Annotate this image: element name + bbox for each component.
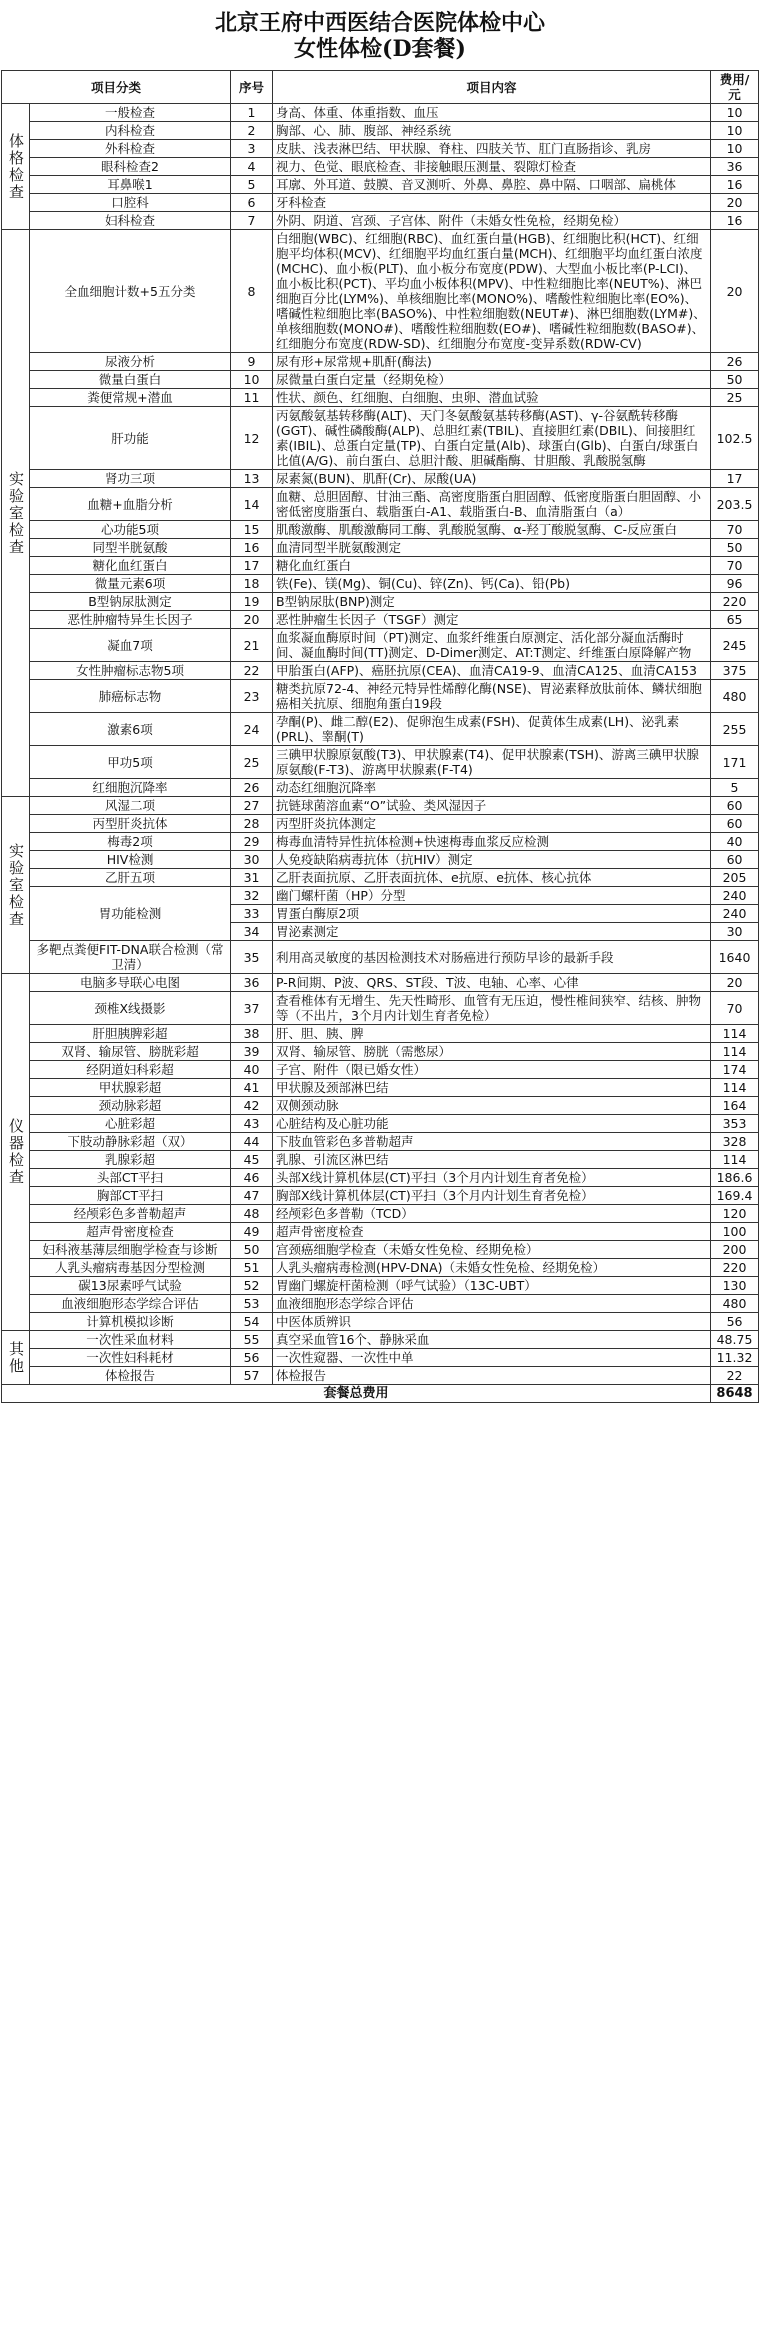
item-number-cell: 29 [231,833,273,851]
item-name-cell: B型钠尿肽测定 [30,593,231,611]
item-number-cell: 57 [231,1367,273,1385]
item-number-cell: 17 [231,557,273,575]
item-number-cell: 18 [231,575,273,593]
header-number: 序号 [231,71,273,104]
item-number-cell: 16 [231,539,273,557]
item-name-cell: 一次性妇科耗材 [30,1349,231,1367]
item-content-cell: 真空采血管16个、静脉采血 [273,1331,711,1349]
item-name-cell: 梅毒2项 [30,833,231,851]
table-row [2,833,759,851]
item-content-cell: 血浆凝血酶原时间（PT)测定、血浆纤维蛋白原测定、活化部分凝血活酶时间、凝血酶时间(TT)测定、D-Dimer测定、AT:T测定、纤维蛋白原降解产物 [273,629,711,662]
table-row [2,746,759,779]
item-fee-cell: 480 [711,680,759,713]
item-fee-cell: 50 [711,371,759,389]
item-name-cell: 微量白蛋白 [30,371,231,389]
table-row [2,194,759,212]
item-name-cell: 头部CT平扫 [30,1169,231,1187]
item-name-cell: 妇科液基薄层细胞学检查与诊断 [30,1241,231,1259]
item-name-cell: 激素6项 [30,713,231,746]
item-name-cell: 血液细胞形态学综合评估 [30,1295,231,1313]
item-fee-cell: 60 [711,815,759,833]
item-content-cell: 孕酮(P)、雌二醇(E2)、促卵泡生成素(FSH)、促黄体生成素(LH)、泌乳素(PRL)、睾酮(T) [273,713,711,746]
item-content-cell: 胃蛋白酶原2项 [273,905,711,923]
item-fee-cell: 36 [711,158,759,176]
item-fee-cell: 40 [711,833,759,851]
item-fee-cell: 100 [711,1223,759,1241]
item-name-cell: 眼科检查2 [30,158,231,176]
item-content-cell: 尿素氮(BUN)、肌酐(Cr)、尿酸(UA) [273,470,711,488]
item-content-cell: 胸部X线计算机体层(CT)平扫（3个月内计划生育者免检） [273,1187,711,1205]
item-name-cell: 肝功能 [30,407,231,470]
item-number-cell: 3 [231,140,273,158]
item-fee-cell: 245 [711,629,759,662]
item-fee-cell: 25 [711,389,759,407]
table-row [2,629,759,662]
table-row [2,713,759,746]
item-name-cell: 心功能5项 [30,521,231,539]
item-name-cell: 双肾、输尿管、膀胱彩超 [30,1043,231,1061]
item-fee-cell: 50 [711,539,759,557]
item-name-cell: 颈动脉彩超 [30,1097,231,1115]
item-fee-cell: 17 [711,470,759,488]
item-name-cell: 心脏彩超 [30,1115,231,1133]
table-row [2,1097,759,1115]
table-row [2,1349,759,1367]
item-number-cell: 13 [231,470,273,488]
item-number-cell: 48 [231,1205,273,1223]
item-name-cell: 胸部CT平扫 [30,1187,231,1205]
item-number-cell: 23 [231,680,273,713]
item-number-cell: 43 [231,1115,273,1133]
item-content-cell: 下肢血管彩色多普勒超声 [273,1133,711,1151]
item-name-cell: 全血细胞计数+5五分类 [30,230,231,353]
table-row [2,1043,759,1061]
item-fee-cell: 22 [711,1367,759,1385]
item-name-cell: 超声骨密度检查 [30,1223,231,1241]
item-number-cell: 11 [231,389,273,407]
table-row [2,1367,759,1385]
item-fee-cell: 70 [711,557,759,575]
category-cell: 体格检查 [2,104,30,230]
item-content-cell: B型钠尿肽(BNP)测定 [273,593,711,611]
item-number-cell: 54 [231,1313,273,1331]
item-name-cell: 碳13尿素呼气试验 [30,1277,231,1295]
item-content-cell: 牙科检查 [273,194,711,212]
item-name-cell: 体检报告 [30,1367,231,1385]
table-row [2,974,759,992]
table-row [2,1277,759,1295]
table-row [2,176,759,194]
table-row [2,1187,759,1205]
item-number-cell: 51 [231,1259,273,1277]
item-name-cell: 乳腺彩超 [30,1151,231,1169]
item-number-cell: 21 [231,629,273,662]
item-content-cell: 尿微量白蛋白定量（经期免检） [273,371,711,389]
item-name-cell: 粪便常规+潜血 [30,389,231,407]
item-number-cell: 50 [231,1241,273,1259]
item-fee-cell: 10 [711,104,759,122]
item-fee-cell: 48.75 [711,1331,759,1349]
item-number-cell: 1 [231,104,273,122]
table-row [2,1259,759,1277]
category-cell: 其他 [2,1331,30,1385]
item-name-cell: 恶性肿瘤特异生长因子 [30,611,231,629]
item-content-cell: 丙氨酸氨基转移酶(ALT)、天门冬氨酸氨基转移酶(AST)、γ-谷氨酰转移酶(GGT)、碱性磷酸酶(ALP)、总胆红素(TBIL)、直接胆红素(DBIL)、间接胆红素(IBIL)、总蛋白定量(TP)、白蛋白定量(Alb)、球蛋白(Glb)、白蛋白/球蛋白比值(A/G)、前白蛋白、总胆汁酸、胆碱酯酶、甘胆酸、乳酸脱氢酶 [273,407,711,470]
item-content-cell: 超声骨密度检查 [273,1223,711,1241]
item-fee-cell: 30 [711,923,759,941]
item-name-cell: 妇科检查 [30,212,231,230]
item-name-cell: 电脑多导联心电图 [30,974,231,992]
item-content-cell: 胃泌素测定 [273,923,711,941]
item-name-cell: 口腔科 [30,194,231,212]
item-fee-cell: 353 [711,1115,759,1133]
item-fee-cell: 11.32 [711,1349,759,1367]
item-name-cell: 多靶点粪便FIT-DNA联合检测（常卫清） [30,941,231,974]
table-row [2,122,759,140]
page-title: 北京王府中西医结合医院体检中心 [214,10,545,36]
item-fee-cell: 205 [711,869,759,887]
item-fee-cell: 171 [711,746,759,779]
item-content-cell: 甲胎蛋白(AFP)、癌胚抗原(CEA)、血清CA19-9、血清CA125、血清CA153 [273,662,711,680]
item-fee-cell: 114 [711,1151,759,1169]
header-fee: 费用/元 [711,71,759,104]
table-row [2,1241,759,1259]
item-fee-cell: 56 [711,1313,759,1331]
item-number-cell: 40 [231,1061,273,1079]
category-cell: 实验室检查 [2,230,30,797]
item-number-cell: 6 [231,194,273,212]
item-name-cell: HIV检测 [30,851,231,869]
item-fee-cell: 114 [711,1025,759,1043]
item-content-cell: 外阴、阴道、宫颈、子宫体、附件（未婚女性免检，经期免检） [273,212,711,230]
table-row [2,1025,759,1043]
item-number-cell: 27 [231,797,273,815]
item-number-cell: 12 [231,407,273,470]
item-fee-cell: 480 [711,1295,759,1313]
item-number-cell: 42 [231,1097,273,1115]
item-name-cell: 乙肝五项 [30,869,231,887]
item-number-cell: 10 [231,371,273,389]
item-fee-cell: 169.4 [711,1187,759,1205]
table-row [2,212,759,230]
item-content-cell: 胃幽门螺旋杆菌检测（呼气试验）（13C-UBT） [273,1277,711,1295]
table-row [2,941,759,974]
item-number-cell: 52 [231,1277,273,1295]
item-number-cell: 36 [231,974,273,992]
table-row [2,779,759,797]
item-fee-cell: 130 [711,1277,759,1295]
item-content-cell: 性状、颜色、红细胞、白细胞、虫卵、潜血试验 [273,389,711,407]
item-name-cell: 风湿二项 [30,797,231,815]
item-content-cell: 糖化血红蛋白 [273,557,711,575]
item-name-cell: 经阴道妇科彩超 [30,1061,231,1079]
item-number-cell: 41 [231,1079,273,1097]
table-row [2,1133,759,1151]
table-row [2,158,759,176]
item-fee-cell: 255 [711,713,759,746]
item-name-cell: 红细胞沉降率 [30,779,231,797]
table-row [2,407,759,470]
table-header-row [2,71,759,104]
item-content-cell: 人乳头瘤病毒检测(HPV-DNA)（未婚女性免检、经期免检） [273,1259,711,1277]
item-number-cell: 49 [231,1223,273,1241]
item-fee-cell: 114 [711,1043,759,1061]
item-content-cell: 人免疫缺陷病毒抗体（抗HIV）测定 [273,851,711,869]
item-content-cell: 恶性肿瘤生长因子（TSGF）测定 [273,611,711,629]
item-fee-cell: 65 [711,611,759,629]
table-row [2,887,759,905]
category-cell: 仪器检查 [2,974,30,1331]
table-row [2,1331,759,1349]
item-content-cell: 动态红细胞沉降率 [273,779,711,797]
item-fee-cell: 60 [711,851,759,869]
table-row [2,815,759,833]
item-content-cell: P-R间期、P波、QRS、ST段、T波、电轴、心率、心律 [273,974,711,992]
item-content-cell: 宫颈癌细胞学检查（未婚女性免检、经期免检） [273,1241,711,1259]
item-name-cell: 耳鼻喉1 [30,176,231,194]
item-number-cell: 15 [231,521,273,539]
item-content-cell: 甲状腺及颈部淋巴结 [273,1079,711,1097]
item-number-cell: 30 [231,851,273,869]
item-fee-cell: 164 [711,1097,759,1115]
item-content-cell: 子宫、附件（限已婚女性） [273,1061,711,1079]
item-fee-cell: 10 [711,140,759,158]
item-fee-cell: 375 [711,662,759,680]
item-content-cell: 中医体质辨识 [273,1313,711,1331]
item-name-cell: 糖化血红蛋白 [30,557,231,575]
table-row [2,353,759,371]
item-number-cell: 8 [231,230,273,353]
item-content-cell: 胸部、心、肺、腹部、神经系统 [273,122,711,140]
item-content-cell: 幽门螺杆菌（HP）分型 [273,887,711,905]
item-content-cell: 血糖、总胆固醇、甘油三酯、高密度脂蛋白胆固醇、低密度脂蛋白胆固醇、小密低密度脂蛋白、载脂蛋白-A1、载脂蛋白-B、血清脂蛋白（a） [273,488,711,521]
item-content-cell: 心脏结构及心脏功能 [273,1115,711,1133]
item-content-cell: 经颅彩色多普勒（TCD） [273,1205,711,1223]
item-fee-cell: 186.6 [711,1169,759,1187]
item-number-cell: 35 [231,941,273,974]
item-name-cell: 胃功能检测 [30,887,231,941]
item-fee-cell: 16 [711,176,759,194]
item-fee-cell: 96 [711,575,759,593]
item-fee-cell: 240 [711,887,759,905]
header-content: 项目内容 [273,71,711,104]
page-subtitle: 女性体检(D套餐) [294,36,466,62]
item-content-cell: 抗链球菌溶血素“O”试验、类风湿因子 [273,797,711,815]
item-number-cell: 26 [231,779,273,797]
item-name-cell: 肺癌标志物 [30,680,231,713]
item-name-cell: 甲状腺彩超 [30,1079,231,1097]
item-fee-cell: 174 [711,1061,759,1079]
item-fee-cell: 120 [711,1205,759,1223]
table-row [2,611,759,629]
table-row [2,575,759,593]
table-row [2,1313,759,1331]
item-name-cell: 肝胆胰脾彩超 [30,1025,231,1043]
item-content-cell: 乙肝表面抗原、乙肝表面抗体、e抗原、e抗体、核心抗体 [273,869,711,887]
item-content-cell: 查看椎体有无增生、先天性畸形、血管有无压迫，慢性椎间狭窄、结核、肿物等（不出片，3个月内计划生育者免检） [273,992,711,1025]
item-content-cell: 血液细胞形态学综合评估 [273,1295,711,1313]
item-number-cell: 45 [231,1151,273,1169]
item-content-cell: 皮肤、浅表淋巴结、甲状腺、脊柱、四肢关节、肛门直肠指诊、乳房 [273,140,711,158]
item-name-cell: 凝血7项 [30,629,231,662]
item-fee-cell: 5 [711,779,759,797]
header-category: 项目分类 [2,71,231,104]
item-number-cell: 53 [231,1295,273,1313]
item-number-cell: 4 [231,158,273,176]
item-number-cell: 44 [231,1133,273,1151]
item-name-cell: 丙型肝炎抗体 [30,815,231,833]
item-fee-cell: 220 [711,1259,759,1277]
item-content-cell: 三碘甲状腺原氨酸(T3)、甲状腺素(T4)、促甲状腺素(TSH)、游离三碘甲状腺原氨酸(F-T3)、游离甲状腺素(F-T4) [273,746,711,779]
item-name-cell: 计算机模拟诊断 [30,1313,231,1331]
item-number-cell: 24 [231,713,273,746]
item-name-cell: 微量元素6项 [30,575,231,593]
item-fee-cell: 203.5 [711,488,759,521]
item-number-cell: 37 [231,992,273,1025]
table-row [2,1061,759,1079]
item-name-cell: 甲功5项 [30,746,231,779]
item-fee-cell: 60 [711,797,759,815]
table-row [2,593,759,611]
item-name-cell: 经颅彩色多普勒超声 [30,1205,231,1223]
item-number-cell: 55 [231,1331,273,1349]
table-row [2,371,759,389]
item-number-cell: 47 [231,1187,273,1205]
item-content-cell: 铁(Fe)、镁(Mg)、铜(Cu)、锌(Zn)、钙(Ca)、铅(Pb) [273,575,711,593]
item-fee-cell: 16 [711,212,759,230]
item-number-cell: 14 [231,488,273,521]
total-label: 套餐总费用 [2,1385,711,1403]
item-name-cell: 肾功三项 [30,470,231,488]
table-row [2,1169,759,1187]
item-fee-cell: 240 [711,905,759,923]
table-row [2,1205,759,1223]
item-fee-cell: 20 [711,974,759,992]
item-content-cell: 梅毒血清特异性抗体检测+快速梅毒血浆反应检测 [273,833,711,851]
item-fee-cell: 1640 [711,941,759,974]
item-fee-cell: 26 [711,353,759,371]
item-content-cell: 血清同型半胱氨酸测定 [273,539,711,557]
item-content-cell: 利用高灵敏度的基因检测技术对肠癌进行预防早诊的最新手段 [273,941,711,974]
item-number-cell: 33 [231,905,273,923]
item-fee-cell: 102.5 [711,407,759,470]
item-content-cell: 糖类抗原72-4、神经元特异性烯醇化酶(NSE)、胃泌素释放肽前体、鳞状细胞癌相关抗原、细胞角蛋白19段 [273,680,711,713]
item-fee-cell: 70 [711,992,759,1025]
item-number-cell: 19 [231,593,273,611]
item-fee-cell: 70 [711,521,759,539]
item-content-cell: 一次性窥器、一次性中单 [273,1349,711,1367]
table-row [2,104,759,122]
table-row [2,521,759,539]
item-number-cell: 32 [231,887,273,905]
item-name-cell: 女性肿瘤标志物5项 [30,662,231,680]
item-content-cell: 头部X线计算机体层(CT)平扫（3个月内计划生育者免检） [273,1169,711,1187]
item-content-cell: 肝、胆、胰、脾 [273,1025,711,1043]
total-value: 8648 [711,1385,759,1403]
item-name-cell: 下肢动静脉彩超（双） [30,1133,231,1151]
item-number-cell: 5 [231,176,273,194]
item-name-cell: 一般检查 [30,104,231,122]
item-content-cell: 乳腺、引流区淋巴结 [273,1151,711,1169]
item-name-cell: 人乳头瘤病毒基因分型检测 [30,1259,231,1277]
item-name-cell: 颈椎X线摄影 [30,992,231,1025]
table-row [2,1223,759,1241]
table-row [2,389,759,407]
item-content-cell: 丙型肝炎抗体测定 [273,815,711,833]
table-row [2,992,759,1025]
item-number-cell: 7 [231,212,273,230]
item-number-cell: 38 [231,1025,273,1043]
item-name-cell: 内科检查 [30,122,231,140]
table-row [2,470,759,488]
table-row [2,230,759,353]
table-row [2,797,759,815]
item-number-cell: 25 [231,746,273,779]
table-row [2,488,759,521]
item-name-cell: 尿液分析 [30,353,231,371]
item-number-cell: 34 [231,923,273,941]
item-number-cell: 56 [231,1349,273,1367]
item-content-cell: 双肾、输尿管、膀胱（需憋尿） [273,1043,711,1061]
item-content-cell: 尿有形+尿常规+肌酐(酶法) [273,353,711,371]
table-row [2,557,759,575]
item-content-cell: 耳廓、外耳道、鼓膜、音叉测听、外鼻、鼻腔、鼻中隔、口咽部、扁桃体 [273,176,711,194]
item-number-cell: 31 [231,869,273,887]
table-row [2,140,759,158]
exam-table [1,70,759,1403]
item-number-cell: 22 [231,662,273,680]
item-number-cell: 20 [231,611,273,629]
item-name-cell: 一次性采血材料 [30,1331,231,1349]
item-content-cell: 肌酸激酶、肌酸激酶同工酶、乳酸脱氢酶、α-羟丁酸脱氢酶、C-反应蛋白 [273,521,711,539]
item-fee-cell: 10 [711,122,759,140]
table-row [2,680,759,713]
table-row [2,1079,759,1097]
item-content-cell: 身高、体重、体重指数、血压 [273,104,711,122]
item-content-cell: 白细胞(WBC)、红细胞(RBC)、血红蛋白量(HGB)、红细胞比积(HCT)、红细胞平均体积(MCV)、红细胞平均血红蛋白量(MCH)、红细胞平均血红蛋白浓度(MCHC)、血小板(PLT)、血小板分布宽度(PDW)、大型血小板比率(P-LCI)、血小板比积(PCT)、平均血小板体积(MPV)、中性粒细胞比率(NEUT%)、淋巴细胞百分比(LYM%)、单核细胞比率(MONO%)、嗜酸性粒细胞比率(EO%)、嗜碱性粒细胞比率(BASO%)、中性粒细胞数(NEUT#)、淋巴细胞数(LYM#)、单核细胞数(MONO#)、嗜酸性粒细胞数(EO#)、嗜碱性粒细胞数(BASO#)、红细胞分布宽度(RDW-SD)、红细胞分布宽度-变异系数(RDW-CV) [273,230,711,353]
item-name-cell: 血糖+血脂分析 [30,488,231,521]
item-content-cell: 体检报告 [273,1367,711,1385]
table-row [2,1295,759,1313]
total-row [2,1385,759,1403]
item-content-cell: 视力、色觉、眼底检查、非接触眼压测量、裂隙灯检查 [273,158,711,176]
item-number-cell: 46 [231,1169,273,1187]
item-fee-cell: 20 [711,194,759,212]
item-number-cell: 39 [231,1043,273,1061]
table-row [2,662,759,680]
table-row [2,1115,759,1133]
table-row [2,539,759,557]
table-row [2,1151,759,1169]
table-row [2,869,759,887]
item-name-cell: 外科检查 [30,140,231,158]
item-fee-cell: 220 [711,593,759,611]
item-fee-cell: 328 [711,1133,759,1151]
table-row [2,851,759,869]
item-number-cell: 2 [231,122,273,140]
item-number-cell: 28 [231,815,273,833]
table-body [2,104,759,1385]
category-cell: 实验室检查 [2,797,30,974]
item-name-cell: 同型半胱氨酸 [30,539,231,557]
item-fee-cell: 20 [711,230,759,353]
item-fee-cell: 114 [711,1079,759,1097]
item-fee-cell: 200 [711,1241,759,1259]
item-content-cell: 双侧颈动脉 [273,1097,711,1115]
item-number-cell: 9 [231,353,273,371]
